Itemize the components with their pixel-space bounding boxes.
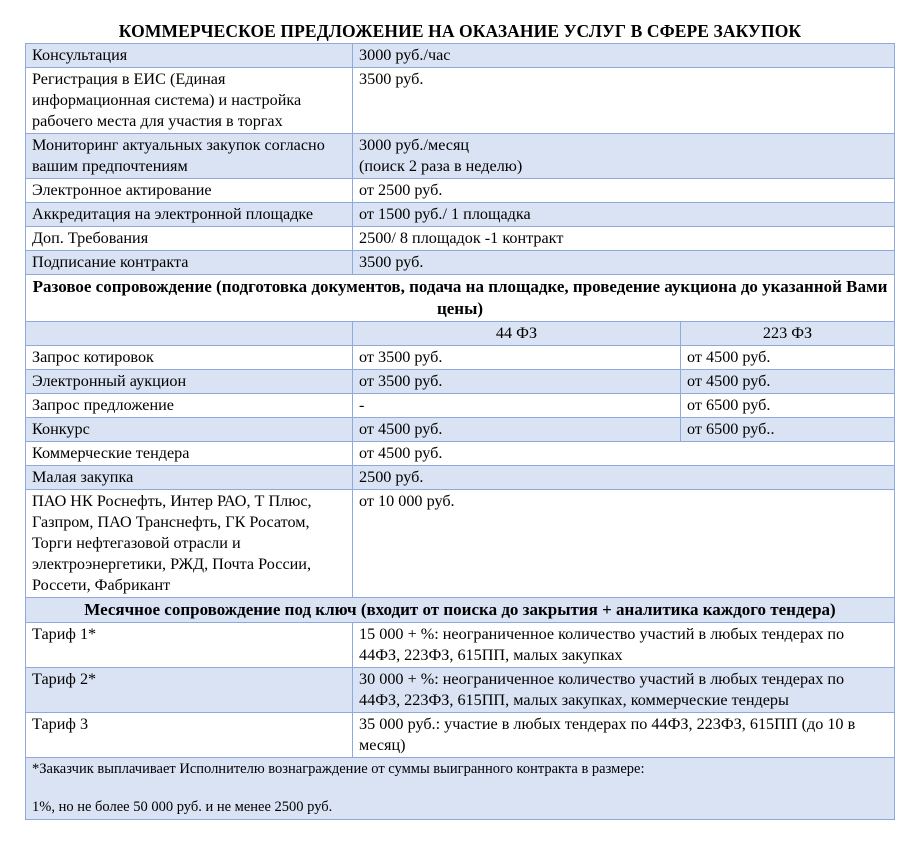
- price-44fz: от 3500 руб.: [353, 346, 681, 370]
- service-name: Консультация: [26, 44, 353, 68]
- service-row: [26, 203, 895, 227]
- service-row: [26, 44, 895, 68]
- tariff-name: Тариф 3: [26, 713, 353, 758]
- col-header-44fz: 44 ФЗ: [353, 322, 681, 346]
- procurement-row: [26, 490, 895, 598]
- footnote-line-1: *Заказчик выплачивает Исполнителю вознаграждение от суммы выигранного контракта в размере:: [32, 761, 645, 777]
- procurement-name: Запрос предложение: [26, 394, 353, 418]
- tariff-description: 35 000 руб.: участие в любых тендерах по 44ФЗ, 223ФЗ, 615ПП (до 10 в месяц): [353, 713, 895, 758]
- monthly-support-heading: Месячное сопровождение под ключ (входит от поиска до закрытия + аналитика каждого тендера): [26, 598, 895, 623]
- service-row: [26, 68, 895, 134]
- title-row: [26, 20, 895, 44]
- service-name: Доп. Требования: [26, 227, 353, 251]
- service-name: Электронное актирование: [26, 179, 353, 203]
- service-price: 3000 руб./час: [353, 44, 895, 68]
- section-heading-row: [26, 598, 895, 623]
- price-44fz: от 4500 руб.: [353, 418, 681, 442]
- service-row: [26, 227, 895, 251]
- one-time-support-heading: Разовое сопровождение (подготовка документов, подача на площадке, проведение аукциона до указанной Вами цены): [26, 275, 895, 322]
- procurement-name: ПАО НК Роснефть, Интер РАО, Т Плюс, Газпром, ПАО Транснефть, ГК Росатом, Торги нефтегазовой отрасли и электроэнергетики, РЖД, Почта России, Россети, Фабрикант: [26, 490, 353, 598]
- price-table: [25, 20, 895, 820]
- section-heading-row: [26, 275, 895, 322]
- procurement-price: 2500 руб.: [353, 466, 895, 490]
- tariff-name: Тариф 2*: [26, 668, 353, 713]
- procurement-row: [26, 442, 895, 466]
- service-price-note: (поиск 2 раза в неделю): [359, 157, 523, 175]
- footnote: [26, 758, 895, 820]
- procurement-name: Малая закупка: [26, 466, 353, 490]
- service-row: [26, 251, 895, 275]
- price-223fz: от 4500 руб.: [681, 370, 895, 394]
- tariff-row: [26, 668, 895, 713]
- service-name: Регистрация в ЕИС (Единая информационная система) и настройка рабочего места для участия в торгах: [26, 68, 353, 134]
- procurement-row: [26, 466, 895, 490]
- service-price: 3500 руб.: [353, 68, 895, 134]
- document-title: КОММЕРЧЕСКОЕ ПРЕДЛОЖЕНИЕ НА ОКАЗАНИЕ УСЛУГ В СФЕРЕ ЗАКУПОК: [26, 20, 895, 44]
- procurement-row: [26, 394, 895, 418]
- procurement-row: [26, 418, 895, 442]
- footnote-line-2: 1%, но не более 50 000 руб. и не менее 2500 руб.: [32, 799, 333, 815]
- service-name: Аккредитация на электронной площадке: [26, 203, 353, 227]
- service-row: [26, 134, 895, 179]
- tariff-description: 30 000 + %: неограниченное количество участий в любых тендерах по 44ФЗ, 223ФЗ, 615ПП, малых закупках, коммерческие тендеры: [353, 668, 895, 713]
- procurement-name: Коммерческие тендера: [26, 442, 353, 466]
- price-offer-document: [25, 20, 894, 820]
- footnote-row: [26, 758, 895, 820]
- price-223fz: от 6500 руб..: [681, 418, 895, 442]
- service-name: Подписание контракта: [26, 251, 353, 275]
- procurement-name: Электронный аукцион: [26, 370, 353, 394]
- law-header-row: [26, 322, 895, 346]
- service-price: [353, 134, 895, 179]
- procurement-name: Запрос котировок: [26, 346, 353, 370]
- footnote-spacer: [32, 779, 888, 798]
- tariff-name: Тариф 1*: [26, 623, 353, 668]
- price-44fz: от 3500 руб.: [353, 370, 681, 394]
- procurement-name: Конкурс: [26, 418, 353, 442]
- procurement-price: от 10 000 руб.: [353, 490, 895, 598]
- price-223fz: от 4500 руб.: [681, 346, 895, 370]
- tariff-row: [26, 623, 895, 668]
- procurement-row: [26, 346, 895, 370]
- procurement-price: от 4500 руб.: [353, 442, 895, 466]
- price-44fz: -: [353, 394, 681, 418]
- service-price: от 1500 руб./ 1 площадка: [353, 203, 895, 227]
- service-name: Мониторинг актуальных закупок согласно вашим предпочтениям: [26, 134, 353, 179]
- tariff-row: [26, 713, 895, 758]
- service-row: [26, 179, 895, 203]
- col-header-223fz: 223 ФЗ: [681, 322, 895, 346]
- service-price: 2500/ 8 площадок -1 контракт: [353, 227, 895, 251]
- service-price: от 2500 руб.: [353, 179, 895, 203]
- empty-header-cell: [26, 322, 353, 346]
- price-223fz: от 6500 руб.: [681, 394, 895, 418]
- tariff-description: 15 000 + %: неограниченное количество участий в любых тендерах по 44ФЗ, 223ФЗ, 615ПП, малых закупках: [353, 623, 895, 668]
- service-price-main: 3000 руб./месяц: [359, 136, 470, 154]
- service-price: 3500 руб.: [353, 251, 895, 275]
- procurement-row: [26, 370, 895, 394]
